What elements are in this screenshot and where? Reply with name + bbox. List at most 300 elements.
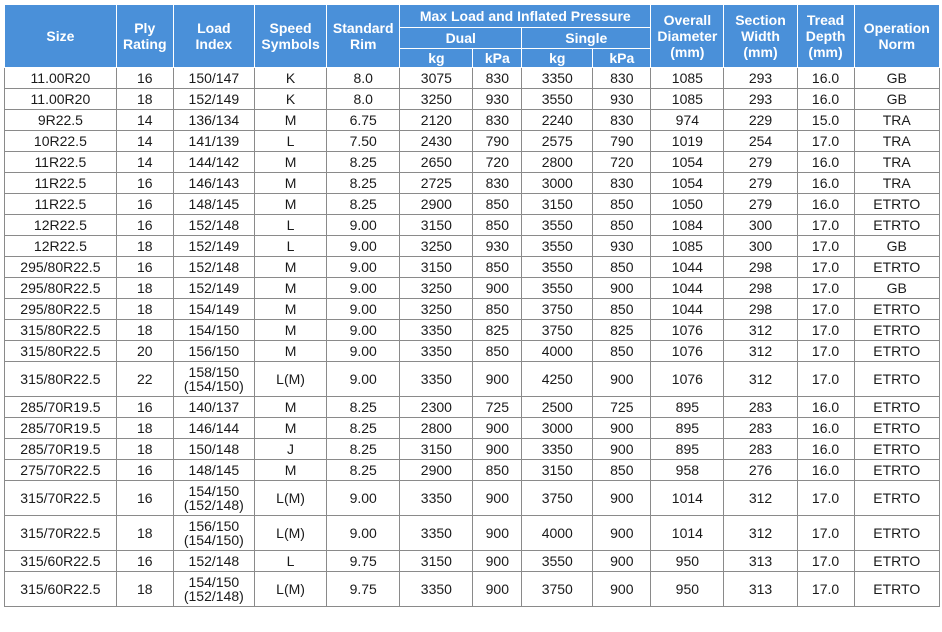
tire-spec-table xyxy=(4,4,940,607)
cell-ply-rating: 16 xyxy=(116,551,173,572)
cell-tread-depth: 17.0 xyxy=(797,320,854,341)
header-dual-kpa: kPa xyxy=(473,49,522,68)
cell-ply-rating: 16 xyxy=(116,173,173,194)
cell-section-width: 229 xyxy=(724,110,797,131)
cell-single-kg: 3750 xyxy=(522,572,593,607)
cell-dual-kg: 2650 xyxy=(400,152,473,173)
cell-overall-diameter: 974 xyxy=(651,110,724,131)
cell-dual-kpa: 850 xyxy=(473,257,522,278)
cell-operation-norm: ETRTO xyxy=(854,551,940,572)
cell-operation-norm: ETRTO xyxy=(854,320,940,341)
cell-dual-kpa: 825 xyxy=(473,320,522,341)
cell-tread-depth: 16.0 xyxy=(797,397,854,418)
cell-overall-diameter: 1085 xyxy=(651,68,724,89)
cell-single-kg: 3550 xyxy=(522,89,593,110)
cell-overall-diameter: 1044 xyxy=(651,257,724,278)
cell-speed-symbol: K xyxy=(254,68,326,89)
cell-single-kg: 3750 xyxy=(522,481,593,516)
load-index-value: 136/134 xyxy=(188,112,240,128)
load-index-value: 144/142 xyxy=(188,154,240,170)
cell-standard-rim: 8.25 xyxy=(327,152,400,173)
cell-tread-depth: 17.0 xyxy=(797,236,854,257)
cell-single-kpa: 850 xyxy=(593,194,651,215)
table-row xyxy=(5,362,940,397)
cell-operation-norm: GB xyxy=(854,236,940,257)
cell-overall-diameter: 1076 xyxy=(651,341,724,362)
cell-operation-norm: TRA xyxy=(854,152,940,173)
cell-size: 11R22.5 xyxy=(5,194,117,215)
load-index-value: 146/143 xyxy=(188,175,240,191)
cell-single-kg: 3350 xyxy=(522,68,593,89)
load-index-value: (154/150) xyxy=(183,378,244,394)
cell-tread-depth: 16.0 xyxy=(797,439,854,460)
cell-speed-symbol: L(M) xyxy=(254,362,326,397)
cell-operation-norm: GB xyxy=(854,68,940,89)
cell-ply-rating: 18 xyxy=(116,439,173,460)
cell-tread-depth: 17.0 xyxy=(797,278,854,299)
cell-section-width: 300 xyxy=(724,236,797,257)
cell-dual-kg: 2725 xyxy=(400,173,473,194)
table-row xyxy=(5,341,940,362)
cell-tread-depth: 16.0 xyxy=(797,194,854,215)
cell-standard-rim: 9.00 xyxy=(327,257,400,278)
cell-standard-rim: 8.25 xyxy=(327,397,400,418)
cell-single-kg: 3750 xyxy=(522,320,593,341)
cell-dual-kg: 3350 xyxy=(400,341,473,362)
cell-single-kpa: 830 xyxy=(593,68,651,89)
cell-ply-rating: 18 xyxy=(116,278,173,299)
cell-size: 11R22.5 xyxy=(5,173,117,194)
cell-load-index xyxy=(173,236,254,257)
load-index-value: 152/149 xyxy=(188,91,240,107)
cell-section-width: 312 xyxy=(724,362,797,397)
cell-speed-symbol: K xyxy=(254,89,326,110)
cell-load-index xyxy=(173,439,254,460)
cell-operation-norm: GB xyxy=(854,89,940,110)
cell-section-width: 312 xyxy=(724,341,797,362)
cell-overall-diameter: 1019 xyxy=(651,131,724,152)
cell-single-kpa: 720 xyxy=(593,152,651,173)
table-row xyxy=(5,173,940,194)
cell-speed-symbol: M xyxy=(254,397,326,418)
cell-ply-rating: 16 xyxy=(116,194,173,215)
cell-load-index xyxy=(173,551,254,572)
cell-standard-rim: 8.0 xyxy=(327,68,400,89)
table-row xyxy=(5,320,940,341)
load-index-value: 154/149 xyxy=(188,301,240,317)
cell-single-kg: 3150 xyxy=(522,194,593,215)
cell-load-index xyxy=(173,516,254,551)
table-header xyxy=(5,5,940,68)
table-row xyxy=(5,215,940,236)
table-row xyxy=(5,236,940,257)
cell-speed-symbol: M xyxy=(254,460,326,481)
cell-operation-norm: GB xyxy=(854,278,940,299)
table-row xyxy=(5,152,940,173)
cell-standard-rim: 9.75 xyxy=(327,572,400,607)
cell-single-kg: 2240 xyxy=(522,110,593,131)
cell-speed-symbol: M xyxy=(254,278,326,299)
cell-dual-kpa: 900 xyxy=(473,439,522,460)
cell-section-width: 312 xyxy=(724,320,797,341)
cell-ply-rating: 18 xyxy=(116,299,173,320)
cell-single-kpa: 850 xyxy=(593,460,651,481)
cell-standard-rim: 9.00 xyxy=(327,299,400,320)
cell-dual-kpa: 850 xyxy=(473,215,522,236)
cell-single-kg: 3350 xyxy=(522,439,593,460)
cell-load-index xyxy=(173,194,254,215)
header-single: Single xyxy=(522,28,651,49)
cell-single-kpa: 900 xyxy=(593,418,651,439)
cell-speed-symbol: M xyxy=(254,341,326,362)
cell-ply-rating: 14 xyxy=(116,131,173,152)
cell-overall-diameter: 958 xyxy=(651,460,724,481)
cell-size: 295/80R22.5 xyxy=(5,278,117,299)
cell-speed-symbol: M xyxy=(254,299,326,320)
table-body xyxy=(5,68,940,607)
cell-standard-rim: 9.00 xyxy=(327,481,400,516)
cell-size: 315/80R22.5 xyxy=(5,362,117,397)
cell-single-kpa: 850 xyxy=(593,299,651,320)
cell-standard-rim: 8.25 xyxy=(327,194,400,215)
cell-section-width: 312 xyxy=(724,481,797,516)
cell-load-index xyxy=(173,68,254,89)
cell-single-kg: 2500 xyxy=(522,397,593,418)
cell-load-index xyxy=(173,572,254,607)
table-row xyxy=(5,299,940,320)
cell-size: 12R22.5 xyxy=(5,236,117,257)
header-operation-norm: Operation Norm xyxy=(854,5,940,68)
cell-load-index xyxy=(173,257,254,278)
cell-dual-kpa: 830 xyxy=(473,110,522,131)
cell-tread-depth: 16.0 xyxy=(797,418,854,439)
cell-ply-rating: 16 xyxy=(116,481,173,516)
cell-section-width: 298 xyxy=(724,257,797,278)
cell-operation-norm: ETRTO xyxy=(854,299,940,320)
cell-dual-kg: 3350 xyxy=(400,572,473,607)
cell-standard-rim: 9.00 xyxy=(327,341,400,362)
load-index-value: 150/147 xyxy=(188,70,240,86)
cell-dual-kpa: 850 xyxy=(473,460,522,481)
cell-speed-symbol: M xyxy=(254,194,326,215)
cell-operation-norm: ETRTO xyxy=(854,397,940,418)
cell-size: 11R22.5 xyxy=(5,152,117,173)
cell-single-kg: 4250 xyxy=(522,362,593,397)
cell-dual-kpa: 850 xyxy=(473,299,522,320)
cell-size: 315/60R22.5 xyxy=(5,551,117,572)
cell-section-width: 312 xyxy=(724,516,797,551)
header-single-kpa: kPa xyxy=(593,49,651,68)
load-index-value: 140/137 xyxy=(188,399,240,415)
cell-section-width: 298 xyxy=(724,299,797,320)
cell-single-kpa: 850 xyxy=(593,341,651,362)
cell-dual-kg: 3150 xyxy=(400,551,473,572)
load-index-value: 141/139 xyxy=(188,133,240,149)
cell-size: 11.00R20 xyxy=(5,68,117,89)
cell-size: 315/80R22.5 xyxy=(5,341,117,362)
cell-single-kpa: 790 xyxy=(593,131,651,152)
header-single-kg: kg xyxy=(522,49,593,68)
cell-speed-symbol: M xyxy=(254,152,326,173)
table-row xyxy=(5,551,940,572)
cell-size: 315/80R22.5 xyxy=(5,320,117,341)
cell-section-width: 300 xyxy=(724,215,797,236)
table-row xyxy=(5,439,940,460)
cell-single-kpa: 900 xyxy=(593,551,651,572)
cell-operation-norm: ETRTO xyxy=(854,418,940,439)
cell-dual-kpa: 725 xyxy=(473,397,522,418)
cell-dual-kg: 3150 xyxy=(400,215,473,236)
header-dual-kg: kg xyxy=(400,49,473,68)
cell-dual-kg: 2120 xyxy=(400,110,473,131)
cell-ply-rating: 16 xyxy=(116,460,173,481)
cell-tread-depth: 16.0 xyxy=(797,152,854,173)
cell-size: 285/70R19.5 xyxy=(5,418,117,439)
load-index-value: 156/150 xyxy=(188,343,240,359)
cell-overall-diameter: 895 xyxy=(651,397,724,418)
cell-speed-symbol: J xyxy=(254,439,326,460)
cell-size: 10R22.5 xyxy=(5,131,117,152)
cell-standard-rim: 9.00 xyxy=(327,362,400,397)
cell-load-index xyxy=(173,362,254,397)
cell-operation-norm: ETRTO xyxy=(854,439,940,460)
load-index-value: 154/150 xyxy=(188,483,240,499)
cell-ply-rating: 16 xyxy=(116,397,173,418)
cell-size: 315/60R22.5 xyxy=(5,572,117,607)
cell-operation-norm: TRA xyxy=(854,110,940,131)
cell-ply-rating: 18 xyxy=(116,320,173,341)
cell-standard-rim: 9.00 xyxy=(327,278,400,299)
cell-operation-norm: ETRTO xyxy=(854,341,940,362)
cell-overall-diameter: 1084 xyxy=(651,215,724,236)
cell-load-index xyxy=(173,110,254,131)
load-index-value: (152/148) xyxy=(183,588,244,604)
cell-dual-kpa: 900 xyxy=(473,551,522,572)
header-tread-depth: Tread Depth (mm) xyxy=(797,5,854,68)
cell-speed-symbol: L(M) xyxy=(254,572,326,607)
cell-operation-norm: ETRTO xyxy=(854,460,940,481)
cell-single-kg: 4000 xyxy=(522,516,593,551)
cell-single-kpa: 850 xyxy=(593,257,651,278)
load-index-value: (154/150) xyxy=(183,532,244,548)
cell-standard-rim: 8.25 xyxy=(327,173,400,194)
cell-speed-symbol: L(M) xyxy=(254,516,326,551)
cell-tread-depth: 17.0 xyxy=(797,362,854,397)
cell-ply-rating: 18 xyxy=(116,236,173,257)
cell-load-index xyxy=(173,152,254,173)
cell-size: 9R22.5 xyxy=(5,110,117,131)
cell-section-width: 283 xyxy=(724,439,797,460)
cell-dual-kpa: 830 xyxy=(473,173,522,194)
cell-single-kpa: 900 xyxy=(593,572,651,607)
cell-tread-depth: 16.0 xyxy=(797,89,854,110)
cell-load-index xyxy=(173,418,254,439)
cell-overall-diameter: 1085 xyxy=(651,89,724,110)
cell-single-kg: 3550 xyxy=(522,215,593,236)
cell-speed-symbol: L xyxy=(254,215,326,236)
cell-dual-kg: 3250 xyxy=(400,89,473,110)
header-dual: Dual xyxy=(400,28,522,49)
cell-section-width: 254 xyxy=(724,131,797,152)
load-index-value: 150/148 xyxy=(188,441,240,457)
cell-single-kpa: 825 xyxy=(593,320,651,341)
cell-ply-rating: 14 xyxy=(116,152,173,173)
cell-section-width: 279 xyxy=(724,173,797,194)
header-max-load: Max Load and Inflated Pressure xyxy=(400,5,651,28)
cell-single-kpa: 850 xyxy=(593,215,651,236)
table-row xyxy=(5,572,940,607)
cell-section-width: 279 xyxy=(724,152,797,173)
cell-overall-diameter: 1076 xyxy=(651,320,724,341)
cell-dual-kg: 2800 xyxy=(400,418,473,439)
table-row xyxy=(5,257,940,278)
load-index-value: 154/150 xyxy=(188,574,240,590)
header-size: Size xyxy=(5,5,117,68)
cell-tread-depth: 16.0 xyxy=(797,173,854,194)
cell-dual-kg: 3250 xyxy=(400,299,473,320)
cell-single-kpa: 900 xyxy=(593,516,651,551)
cell-dual-kg: 2900 xyxy=(400,194,473,215)
table-row xyxy=(5,194,940,215)
cell-load-index xyxy=(173,320,254,341)
table-row xyxy=(5,68,940,89)
cell-single-kpa: 830 xyxy=(593,173,651,194)
cell-ply-rating: 16 xyxy=(116,68,173,89)
load-index-value: 152/148 xyxy=(188,259,240,275)
header-ply-rating: Ply Rating xyxy=(116,5,173,68)
cell-size: 11.00R20 xyxy=(5,89,117,110)
cell-single-kg: 2575 xyxy=(522,131,593,152)
cell-operation-norm: ETRTO xyxy=(854,194,940,215)
cell-load-index xyxy=(173,131,254,152)
cell-dual-kg: 3075 xyxy=(400,68,473,89)
cell-dual-kpa: 900 xyxy=(473,362,522,397)
cell-dual-kg: 3250 xyxy=(400,278,473,299)
cell-standard-rim: 9.00 xyxy=(327,236,400,257)
cell-speed-symbol: L(M) xyxy=(254,481,326,516)
cell-section-width: 276 xyxy=(724,460,797,481)
cell-tread-depth: 16.0 xyxy=(797,68,854,89)
cell-load-index xyxy=(173,215,254,236)
cell-size: 12R22.5 xyxy=(5,215,117,236)
cell-overall-diameter: 1044 xyxy=(651,278,724,299)
cell-overall-diameter: 1076 xyxy=(651,362,724,397)
cell-section-width: 293 xyxy=(724,89,797,110)
cell-single-kg: 3550 xyxy=(522,257,593,278)
cell-dual-kg: 2900 xyxy=(400,460,473,481)
table-row xyxy=(5,131,940,152)
cell-ply-rating: 18 xyxy=(116,418,173,439)
table-row xyxy=(5,110,940,131)
load-index-value: 152/148 xyxy=(188,217,240,233)
cell-size: 295/80R22.5 xyxy=(5,299,117,320)
cell-single-kpa: 830 xyxy=(593,110,651,131)
cell-speed-symbol: M xyxy=(254,110,326,131)
cell-overall-diameter: 1050 xyxy=(651,194,724,215)
cell-size: 295/80R22.5 xyxy=(5,257,117,278)
cell-operation-norm: ETRTO xyxy=(854,257,940,278)
table-row xyxy=(5,460,940,481)
cell-standard-rim: 7.50 xyxy=(327,131,400,152)
cell-speed-symbol: L xyxy=(254,551,326,572)
cell-operation-norm: TRA xyxy=(854,173,940,194)
cell-single-kg: 3000 xyxy=(522,173,593,194)
cell-ply-rating: 16 xyxy=(116,257,173,278)
cell-section-width: 313 xyxy=(724,572,797,607)
header-load-index: Load Index xyxy=(173,5,254,68)
load-index-value: 152/149 xyxy=(188,238,240,254)
cell-dual-kpa: 900 xyxy=(473,516,522,551)
header-section-width: Section Width (mm) xyxy=(724,5,797,68)
cell-tread-depth: 17.0 xyxy=(797,516,854,551)
cell-speed-symbol: M xyxy=(254,418,326,439)
cell-single-kpa: 900 xyxy=(593,362,651,397)
cell-size: 275/70R22.5 xyxy=(5,460,117,481)
cell-overall-diameter: 950 xyxy=(651,572,724,607)
load-index-value: 146/144 xyxy=(188,420,240,436)
cell-dual-kpa: 790 xyxy=(473,131,522,152)
load-index-value: 148/145 xyxy=(188,462,240,478)
load-index-value: 156/150 xyxy=(188,518,240,534)
cell-dual-kg: 3350 xyxy=(400,320,473,341)
cell-single-kg: 3150 xyxy=(522,460,593,481)
cell-single-kg: 3000 xyxy=(522,418,593,439)
cell-dual-kg: 2430 xyxy=(400,131,473,152)
cell-speed-symbol: M xyxy=(254,320,326,341)
cell-overall-diameter: 1014 xyxy=(651,516,724,551)
cell-operation-norm: ETRTO xyxy=(854,572,940,607)
cell-dual-kpa: 930 xyxy=(473,89,522,110)
cell-dual-kpa: 900 xyxy=(473,278,522,299)
cell-tread-depth: 17.0 xyxy=(797,572,854,607)
header-speed-symbols: Speed Symbols xyxy=(254,5,326,68)
table-row xyxy=(5,278,940,299)
cell-overall-diameter: 1085 xyxy=(651,236,724,257)
cell-operation-norm: TRA xyxy=(854,131,940,152)
cell-ply-rating: 18 xyxy=(116,89,173,110)
cell-speed-symbol: L xyxy=(254,131,326,152)
header-standard-rim: Standard Rim xyxy=(327,5,400,68)
load-index-value: (152/148) xyxy=(183,497,244,513)
cell-standard-rim: 9.00 xyxy=(327,215,400,236)
cell-dual-kpa: 900 xyxy=(473,418,522,439)
cell-tread-depth: 17.0 xyxy=(797,215,854,236)
cell-operation-norm: ETRTO xyxy=(854,516,940,551)
cell-dual-kpa: 850 xyxy=(473,194,522,215)
cell-dual-kpa: 720 xyxy=(473,152,522,173)
table-row xyxy=(5,481,940,516)
load-index-value: 152/149 xyxy=(188,280,240,296)
cell-section-width: 283 xyxy=(724,397,797,418)
cell-tread-depth: 17.0 xyxy=(797,551,854,572)
cell-load-index xyxy=(173,89,254,110)
cell-single-kpa: 900 xyxy=(593,278,651,299)
cell-operation-norm: ETRTO xyxy=(854,481,940,516)
cell-single-kg: 3750 xyxy=(522,299,593,320)
cell-operation-norm: ETRTO xyxy=(854,215,940,236)
cell-dual-kg: 3150 xyxy=(400,439,473,460)
cell-ply-rating: 14 xyxy=(116,110,173,131)
cell-section-width: 293 xyxy=(724,68,797,89)
cell-single-kg: 4000 xyxy=(522,341,593,362)
cell-dual-kg: 3350 xyxy=(400,516,473,551)
cell-section-width: 279 xyxy=(724,194,797,215)
cell-tread-depth: 17.0 xyxy=(797,481,854,516)
cell-overall-diameter: 1014 xyxy=(651,481,724,516)
cell-single-kg: 2800 xyxy=(522,152,593,173)
cell-single-kpa: 900 xyxy=(593,439,651,460)
cell-load-index xyxy=(173,481,254,516)
